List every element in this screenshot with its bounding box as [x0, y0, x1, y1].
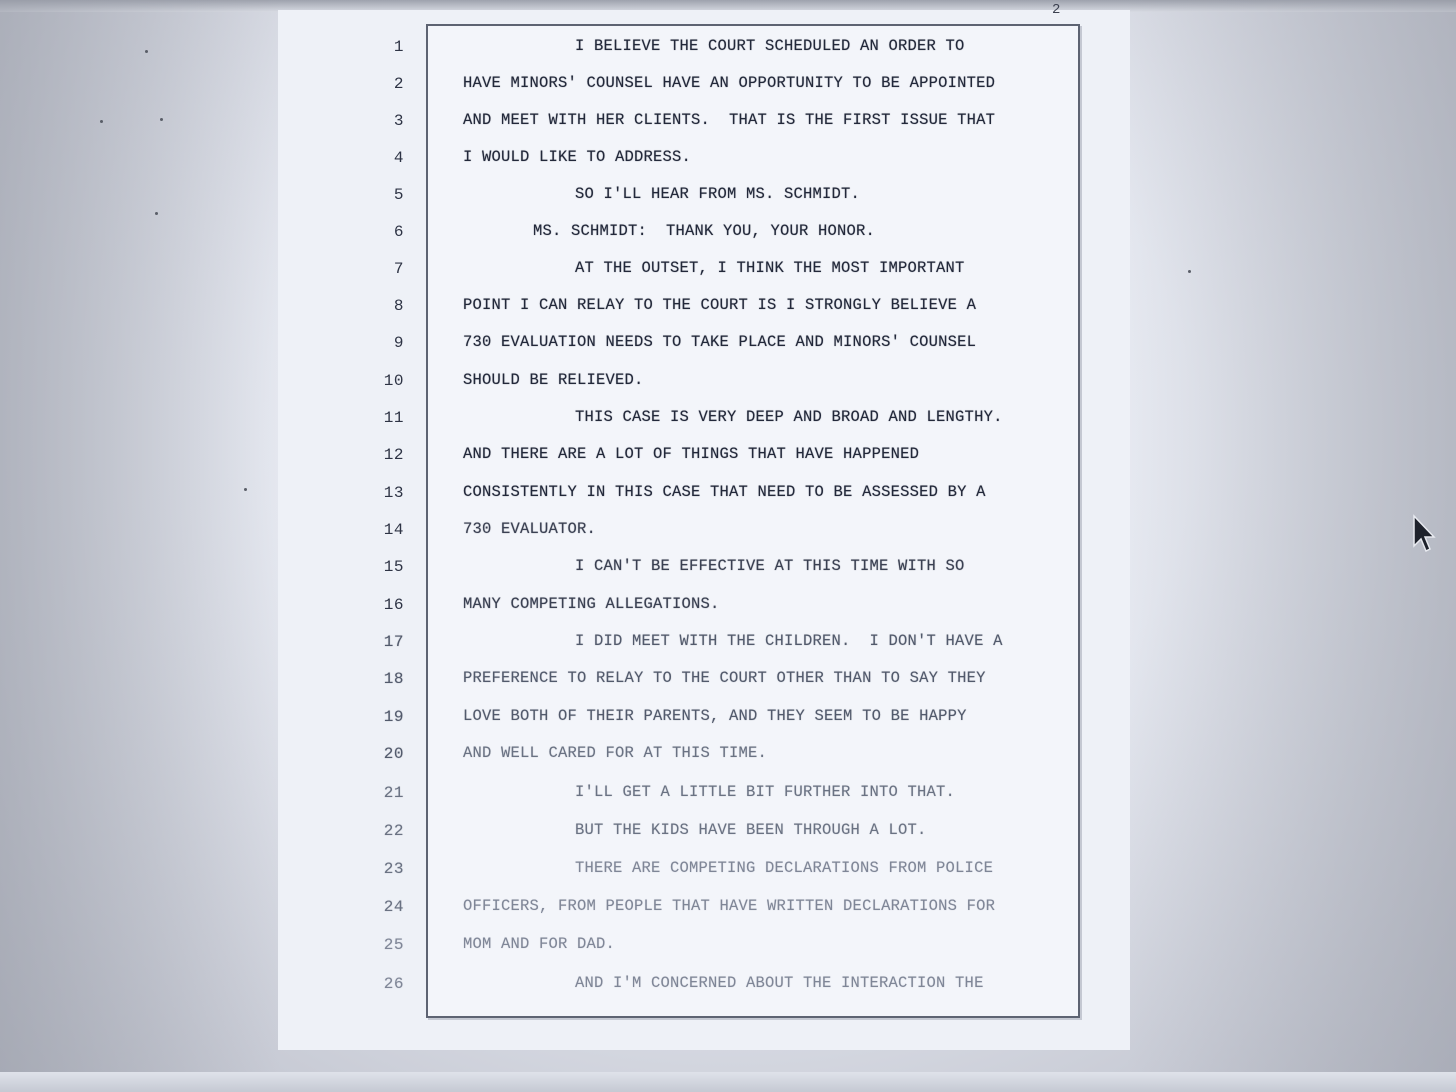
line-number: 7 — [393, 260, 404, 278]
transcript-line: BUT THE KIDS HAVE BEEN THROUGH A LOT. — [575, 821, 927, 839]
transcript-line: MOM AND FOR DAD. — [463, 935, 616, 953]
screen-dust-speck — [155, 212, 158, 215]
transcript-line: MANY COMPETING ALLEGATIONS. — [463, 595, 720, 613]
transcript-line: AND MEET WITH HER CLIENTS. THAT IS THE FIRST ISSUE THAT — [463, 111, 996, 129]
page-number: 2 — [1052, 2, 1061, 18]
line-number: 5 — [393, 186, 404, 204]
screen-dust-speck — [160, 118, 163, 121]
transcript-line: I DID MEET WITH THE CHILDREN. I DON'T HAVE A — [575, 632, 1003, 650]
line-number: 16 — [383, 596, 404, 614]
line-number: 13 — [383, 484, 404, 502]
line-number: 10 — [383, 372, 404, 390]
line-number: 14 — [383, 521, 404, 539]
transcript-line: I WOULD LIKE TO ADDRESS. — [463, 148, 692, 166]
transcript-line: AND WELL CARED FOR AT THIS TIME. — [463, 744, 768, 762]
line-number: 24 — [383, 898, 404, 916]
line-number: 26 — [383, 975, 404, 993]
transcript-line: SO I'LL HEAR FROM MS. SCHMIDT. — [575, 185, 861, 203]
line-number: 2 — [393, 75, 404, 93]
transcript-line: AND THERE ARE A LOT OF THINGS THAT HAVE HAPPENED — [463, 445, 920, 463]
monitor-left-shading — [0, 0, 280, 1092]
line-number: 19 — [383, 708, 404, 726]
transcript-line: OFFICERS, FROM PEOPLE THAT HAVE WRITTEN DECLARATIONS FOR — [463, 897, 996, 915]
line-number: 25 — [383, 936, 404, 954]
transcript-line: 730 EVALUATOR. — [463, 520, 597, 538]
mouse-cursor-icon — [1412, 514, 1436, 554]
line-number: 4 — [393, 149, 404, 167]
screen-dust-speck — [1188, 270, 1191, 273]
transcript-line: THIS CASE IS VERY DEEP AND BROAD AND LENGTHY. — [575, 408, 1003, 426]
line-number: 15 — [383, 558, 404, 576]
line-number: 6 — [393, 223, 404, 241]
line-number: 12 — [383, 446, 404, 464]
transcript-line: LOVE BOTH OF THEIR PARENTS, AND THEY SEEM TO BE HAPPY — [463, 707, 967, 725]
transcript-line: THERE ARE COMPETING DECLARATIONS FROM POLICE — [575, 859, 994, 877]
speaker-line: MS. SCHMIDT: THANK YOU, YOUR HONOR. — [533, 222, 876, 240]
transcript-line: I CAN'T BE EFFECTIVE AT THIS TIME WITH SO — [575, 557, 965, 575]
line-number: 9 — [393, 334, 404, 352]
transcript-line: SHOULD BE RELIEVED. — [463, 371, 644, 389]
screen-dust-speck — [100, 120, 103, 123]
line-number: 3 — [393, 112, 404, 130]
monitor-right-shading — [1126, 0, 1456, 1092]
transcript-line: HAVE MINORS' COUNSEL HAVE AN OPPORTUNITY TO BE APPOINTED — [463, 74, 996, 92]
transcript-line: AND I'M CONCERNED ABOUT THE INTERACTION THE — [575, 974, 984, 992]
transcript-line: I'LL GET A LITTLE BIT FURTHER INTO THAT. — [575, 783, 956, 801]
transcript-line: PREFERENCE TO RELAY TO THE COURT OTHER THAN TO SAY THEY — [463, 669, 986, 687]
line-number: 17 — [383, 633, 404, 651]
line-number: 8 — [393, 297, 404, 315]
line-number: 23 — [383, 860, 404, 878]
line-number: 11 — [383, 409, 404, 427]
transcript-line: AT THE OUTSET, I THINK THE MOST IMPORTANT — [575, 259, 965, 277]
line-number: 22 — [383, 822, 404, 840]
line-number: 20 — [383, 745, 404, 763]
line-number: 18 — [383, 670, 404, 688]
screen-dust-speck — [145, 50, 148, 53]
transcript-line: 730 EVALUATION NEEDS TO TAKE PLACE AND MINORS' COUNSEL — [463, 333, 977, 351]
line-number: 21 — [383, 784, 404, 802]
transcript-line: POINT I CAN RELAY TO THE COURT IS I STRONGLY BELIEVE A — [463, 296, 977, 314]
transcript-line: I BELIEVE THE COURT SCHEDULED AN ORDER TO — [575, 37, 965, 55]
transcript-line: CONSISTENTLY IN THIS CASE THAT NEED TO BE ASSESSED BY A — [463, 483, 986, 501]
bottom-toolbar-edge — [0, 1072, 1456, 1092]
line-number: 1 — [393, 38, 404, 56]
screen-dust-speck — [244, 488, 247, 491]
